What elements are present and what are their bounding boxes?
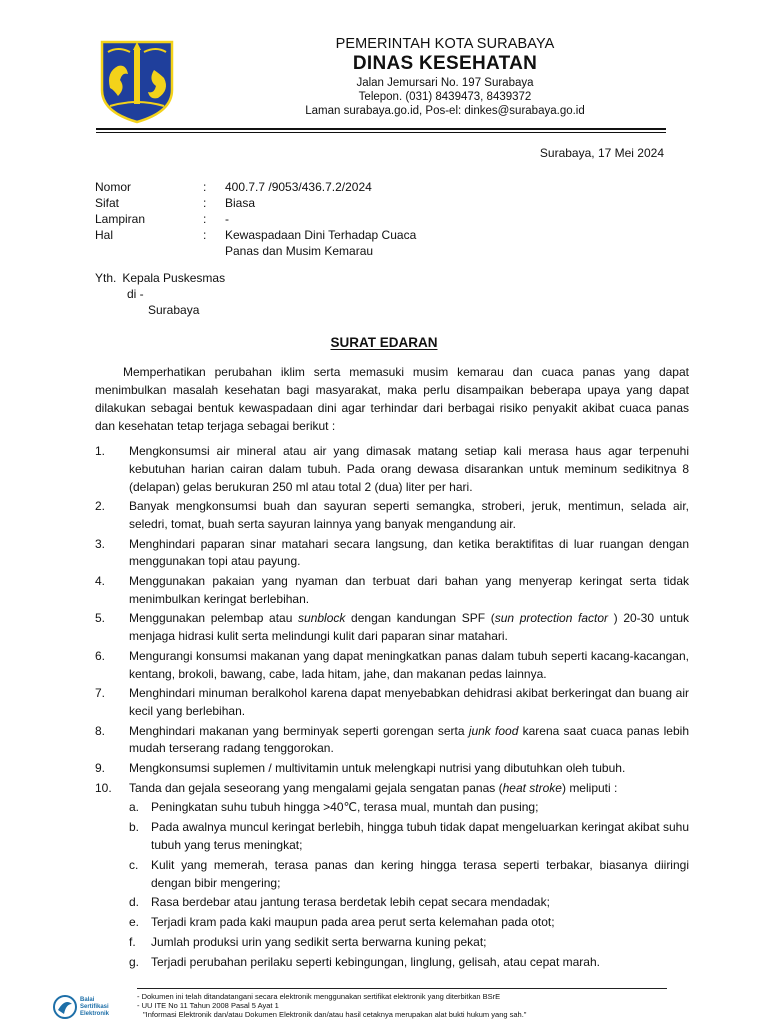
emblem-shield-icon	[96, 38, 178, 124]
meta-colon: :	[203, 228, 207, 242]
recommendation-list	[95, 443, 689, 973]
sub-item-text: Kulit yang memerah, terasa panas dan kering hingga terasa seperti terbakar, biasanya diiringi dengan bibir mengering;	[151, 857, 689, 890]
sub-list-item	[129, 799, 689, 817]
list-item-number: 8.	[95, 723, 106, 738]
footer-divider	[137, 988, 667, 989]
addressee	[95, 270, 225, 318]
list-item-text: Mengkonsumsi suplemen / multivitamin untuk melengkapi nutrisi yang dibutuhkan oleh tubuh.	[129, 760, 626, 775]
sub-item-letter: g.	[129, 954, 140, 969]
sub-item-text: Terjadi kram pada kaki maupun pada area perut serta kelemahan pada otot;	[151, 915, 555, 930]
sub-item-letter: a.	[129, 800, 140, 815]
sub-item-letter: e.	[129, 915, 140, 930]
letter-date: Surabaya, 17 Mei 2024	[539, 146, 664, 160]
footer-note-quote: "Informasi Elektronik dan/atau Dokumen Elektronik dan/atau hasil cetaknya merupakan alat bukti hukum yang sah."	[143, 1010, 527, 1019]
list-item-number: 10.	[95, 780, 112, 795]
sub-item-text: Peningkatan suhu tubuh hingga >40℃, terasa mual, muntah dan pusing;	[151, 800, 539, 815]
department-name: DINAS KESEHATAN	[352, 53, 538, 74]
meta-value: 400.7.7 /9053/436.7.2/2024	[225, 180, 372, 194]
list-item-text: Menggunakan pakaian yang nyaman dan terbuat dari bahan yang menyerap keringat serta tidak menimbulkan keringat berlebihan.	[129, 573, 689, 606]
sub-list-item	[129, 857, 689, 893]
list-item	[95, 648, 689, 684]
sub-list-item	[129, 914, 689, 932]
list-item	[95, 723, 689, 759]
list-item	[95, 443, 689, 496]
list-item-text: Menghindari makanan yang berminyak seperti gorengan serta junk food karena saat cuaca panas lebih mudah terserang radang tenggorokan.	[129, 723, 689, 756]
letter-meta	[95, 179, 525, 259]
sub-item-text: Terjadi perubahan perilaku seperti kebingungan, linglung, gelisah, atau cepat marah.	[151, 954, 600, 969]
sub-item-letter: f.	[129, 934, 136, 949]
list-item-number: 6.	[95, 648, 106, 663]
list-item-number: 1.	[95, 444, 106, 458]
list-item-number: 5.	[95, 611, 106, 626]
meta-row-nomor	[95, 179, 525, 195]
list-item	[95, 685, 689, 721]
letterhead-divider-thin	[96, 132, 666, 133]
sub-item-letter: c.	[129, 857, 139, 872]
list-item	[95, 760, 689, 778]
meta-label: Sifat	[95, 196, 120, 210]
list-item-number: 2.	[95, 499, 106, 514]
addressee-di: di -	[127, 287, 144, 301]
sub-list-item	[129, 934, 689, 952]
list-item-number: 3.	[95, 536, 106, 551]
meta-value: Kewaspadaan Dini Terhadap Cuaca Panas dan Musim Kemarau	[225, 228, 417, 258]
list-item	[95, 573, 689, 609]
letterhead	[290, 36, 600, 118]
list-item-number: 7.	[95, 686, 106, 701]
meta-row-hal	[95, 227, 525, 259]
letterhead-web: Laman surabaya.go.id, Pos-el: dinkes@surabaya.go.id	[305, 105, 585, 117]
sub-list-item	[129, 819, 689, 855]
list-item-text: Mengurangi konsumsi makanan yang dapat meningkatkan panas dalam tubuh seperti kacang-kacangan, kentang, brokoli, bawang, cabe, lada hitam, jahe, dan makanan pedas lainnya.	[129, 648, 689, 681]
list-item-text: Tanda dan gejala seseorang yang mengalami gejala sengatan panas (heat stroke) meliputi : a. Peningkatan suhu tubuh hingga >40℃, terasa mual, muntah dan pusing; b. Pada awalnya muncul keringat berlebih, hingga tubuh tidak dapat mengeluarkan keringat akibat suhu tubuh yang terus meningkat; c. Kulit yang memerah, terasa panas dan kering hingga terasa seperti terbakar, biasanya diiringi dengan bibir mengering; d. Rasa berdebar atau jantung terasa berdetak lebih cepat secara mendadak; e. Terjadi kram pada kaki maupun pada area perut serta kelemahan pada otot; f. Jumlah produksi urin yang sedikit serta berwarna kuning pekat; g. Terjadi perubahan perilaku seperti kebingungan, linglung, gelisah, atau cepat marah.	[129, 780, 689, 972]
addressee-recipient: Kepala Puskesmas	[122, 271, 226, 285]
list-item	[95, 536, 689, 572]
meta-label: Hal	[95, 228, 114, 242]
meta-row-lampiran	[95, 211, 525, 227]
document-title	[0, 335, 768, 350]
surabaya-emblem-logo	[96, 38, 178, 124]
list-item	[95, 610, 689, 646]
bsre-emblem-icon	[52, 994, 78, 1020]
list-item-text: Mengkonsumsi air mineral atau air yang dimasak matang setiap kali merasa haus agar terpenuhi kebutuhan harian cairan dalam tubuh. Pada orang dewasa disarankan untuk meminum sedikitnya 8 (delapan) gelas berukuran 250 ml atau total 2 (dua) liter per hari.	[129, 444, 689, 494]
meta-colon: :	[203, 180, 207, 194]
addressee-city: Surabaya	[148, 303, 200, 317]
meta-value: Biasa	[225, 196, 256, 210]
meta-value: -	[225, 212, 229, 226]
list-item	[95, 498, 689, 534]
list-item-text: Banyak mengkonsumsi buah dan sayuran seperti semangka, stroberi, jeruk, mentimun, selada air, seledri, tomat, buah serta sayuran lainnya yang banyak mengandung air.	[129, 499, 689, 531]
addressee-salutation: Yth.	[95, 271, 117, 285]
list-item-number: 9.	[95, 760, 106, 775]
sub-item-letter: b.	[129, 820, 140, 835]
meta-colon: :	[203, 212, 207, 226]
list-item-text: Menghindari minuman beralkohol karena dapat menyebabkan dehidrasi akibat berkeringat dan buang air kecil yang berlebihan.	[129, 686, 689, 718]
meta-label: Nomor	[95, 180, 132, 194]
sub-item-text: Rasa berdebar atau jantung terasa berdetak lebih cepat secara mendadak;	[151, 895, 550, 910]
sub-item-text: Pada awalnya muncul keringat berlebih, hingga tubuh tidak dapat mengeluarkan keringat akibat suhu tubuh yang terus meningkat;	[151, 820, 689, 852]
intro-paragraph: Memperhatikan perubahan iklim serta memasuki musim kemarau dan cuaca panas yang dapat menimbulkan masalah kesehatan bagi masyarakat, maka perlu disampaikan beberapa upaya yang dapat dilakukan sebagai bentuk kewaspadaan dini agar terhindar dari berbagai risiko penyakit akibat cuaca panas dan kesehatan tetap terjaga sebagai berikut :	[95, 365, 689, 433]
letterhead-phone: Telepon. (031) 8439473, 8439372	[358, 91, 532, 103]
bsre-logo	[52, 994, 122, 1022]
letterhead-divider-thick	[96, 128, 666, 130]
bsre-logo-text: Balai Sertifikasi Elektronik	[80, 997, 110, 1017]
sub-item-text: Jumlah produksi urin yang sedikit serta berwarna kuning pekat;	[151, 934, 487, 949]
footer-notes	[137, 992, 526, 1019]
meta-colon: :	[203, 196, 207, 210]
document-title-text: SURAT EDARAN	[330, 335, 438, 350]
sub-list-item	[129, 894, 689, 912]
meta-row-sifat	[95, 195, 525, 211]
letterhead-address: Jalan Jemursari No. 197 Surabaya	[356, 77, 534, 89]
list-item-text: Menggunakan pelembap atau sunblock dengan kandungan SPF (sun protection factor ) 20-30 untuk menjaga hidrasi kulit serta melindungi kulit dari paparan sinar matahari.	[129, 611, 689, 644]
list-item	[95, 780, 689, 972]
list-item-number: 4.	[95, 573, 106, 588]
organization-name: PEMERINTAH KOTA SURABAYA	[335, 36, 555, 52]
sub-list-item	[129, 954, 689, 972]
footer-note-signature: - Dokumen ini telah ditandatangani secara elektronik menggunakan sertifikat elektronik yang diterbitkan BSrE	[137, 992, 501, 1001]
sub-item-letter: d.	[129, 895, 140, 910]
footer-note-law: - UU ITE No 11 Tahun 2008 Pasal 5 Ayat 1	[137, 1001, 279, 1010]
meta-label: Lampiran	[95, 212, 146, 226]
list-item-text: Menghindari paparan sinar matahari secara langsung, dan ketika beraktifitas di luar ruangan dengan menggunakan topi atau payung.	[129, 536, 689, 569]
